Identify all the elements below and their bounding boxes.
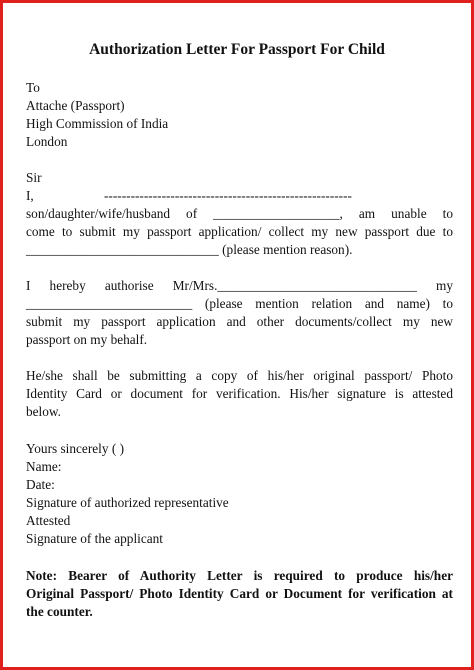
salutation: Sir <box>26 170 42 185</box>
para1-line1-start: I, <box>26 188 34 203</box>
closing-sincerely: Yours sincerely ( ) <box>26 441 124 456</box>
para1-line2: son/daughter/wife/husband of ___________________, am unable to <box>26 206 453 221</box>
closing-signature-applicant: Signature of the applicant <box>26 531 163 546</box>
para1-line4: _____________________________ (please mention reason). <box>26 242 353 257</box>
para2-line4: passport on my behalf. <box>26 332 148 347</box>
para2-line3: submit my passport application and other documents/collect my new <box>26 314 453 329</box>
note-line3: the counter. <box>26 604 93 619</box>
closing-signature-representative: Signature of authorized representative <box>26 495 229 510</box>
letter-title: Authorization Letter For Passport For Child <box>89 41 385 58</box>
address-line-3: London <box>26 134 68 149</box>
closing-date: Date: <box>26 477 55 492</box>
address-line-2: High Commission of India <box>26 116 169 131</box>
closing-attested: Attested <box>26 513 71 528</box>
para2-line2: _________________________ (please mention relation and name) to <box>26 296 453 311</box>
closing-name: Name: <box>26 459 62 474</box>
para3-line3: below. <box>26 404 61 419</box>
para2-line1: I hereby authorise Mr/Mrs.______________________________ my <box>26 278 453 293</box>
para3-line2: Identity Card or document for verification. His/her signature is attested <box>26 386 453 401</box>
note-line1: Note: Bearer of Authority Letter is required to produce his/her <box>26 568 453 583</box>
para1-line3: come to submit my passport application/ collect my new passport due to <box>26 224 453 239</box>
note-line2: Original Passport/ Photo Identity Card or Document for verification at <box>26 586 453 601</box>
address-line-1: Attache (Passport) <box>26 98 125 113</box>
para3-line1: He/she shall be submitting a copy of his/her original passport/ Photo <box>26 368 453 383</box>
para1-line1-dashes: -------------------------------------------------------- <box>104 188 352 203</box>
address-to: To <box>26 80 40 95</box>
